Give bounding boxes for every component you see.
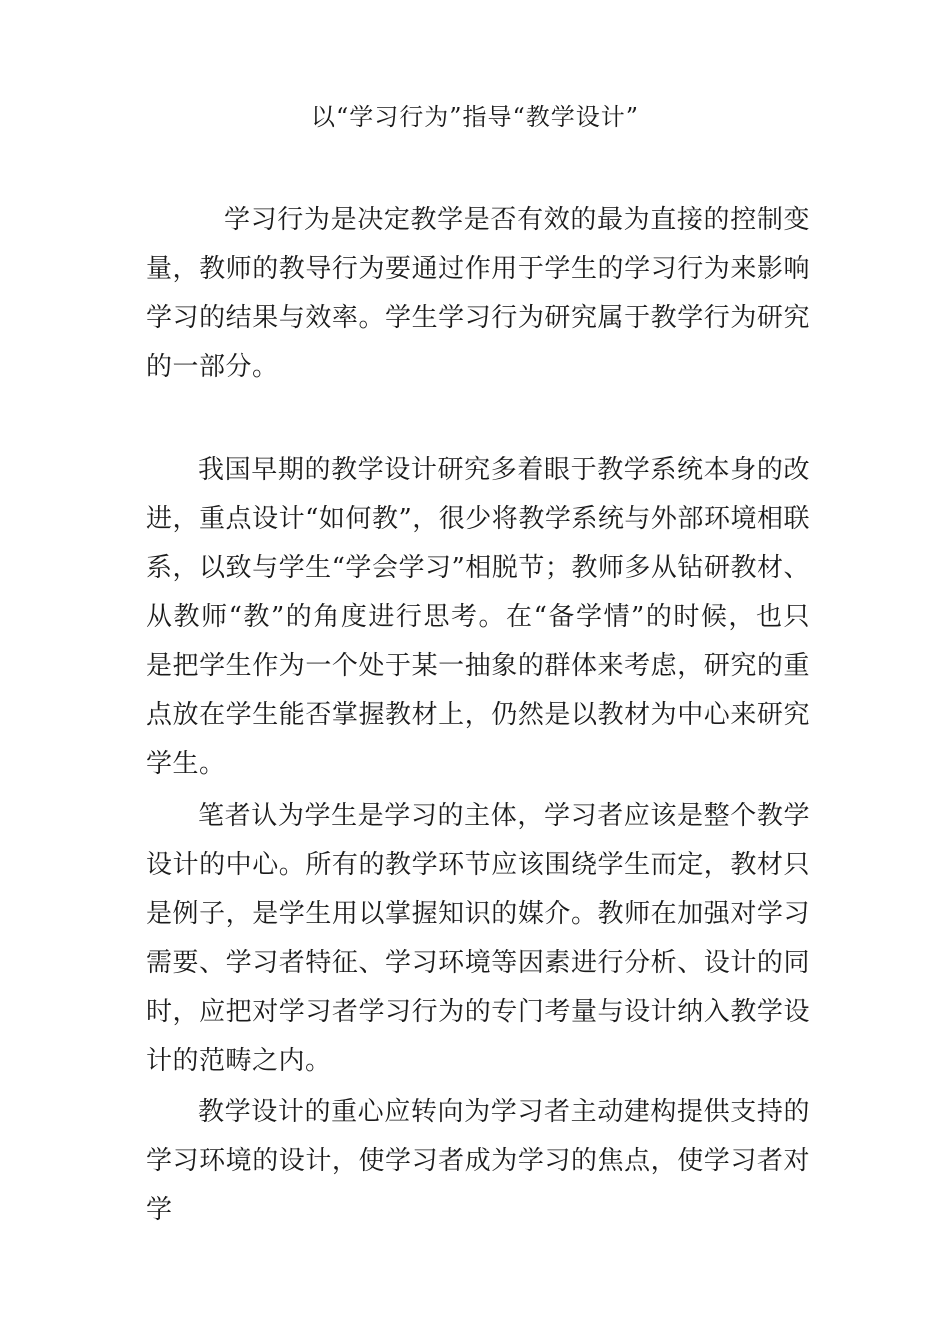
paragraph: 教学设计的重心应转向为学习者主动建构提供支持的学习环境的设计，使学习者成为学习的焦点，使学习者对学 <box>146 1097 810 1225</box>
paragraph-4-block <box>146 1088 810 1235</box>
paragraph-2-block <box>146 446 810 789</box>
paragraph: 我国早期的教学设计研究多着眼于教学系统本身的改进，重点设计“如何教”，很少将教学系统与外部环境相联系，以致与学生“学会学习”相脱节；教师多从钻研教材、从教师“教”的角度进行思考。在“备学情”的时候，也只是把学生作为一个处于某一抽象的群体来考虑，研究的重点放在学生能否掌握教材上，仍然是以教材为中心来研究学生。 <box>146 455 810 779</box>
document-title: 以“学习行为”指导“教学设计” <box>310 103 640 131</box>
paragraph: 笔者认为学生是学习的主体，学习者应该是整个教学设计的中心。所有的教学环节应该围绕学生而定，教材只是例子，是学生用以掌握知识的媒介。教师在加强对学习需要、学习者特征、学习环境等因素进行分析、设计的同时，应把对学习者学习行为的专门考量与设计纳入教学设计的范畴之内。 <box>146 801 810 1076</box>
paragraph-3-block <box>146 792 810 1086</box>
paragraph-1-block <box>146 196 810 392</box>
paragraph: 学习行为是决定教学是否有效的最为直接的控制变量，教师的教导行为要通过作用于学生的学习行为来影响学习的结果与效率。学生学习行为研究属于教学行为研究的一部分。 <box>146 205 810 382</box>
